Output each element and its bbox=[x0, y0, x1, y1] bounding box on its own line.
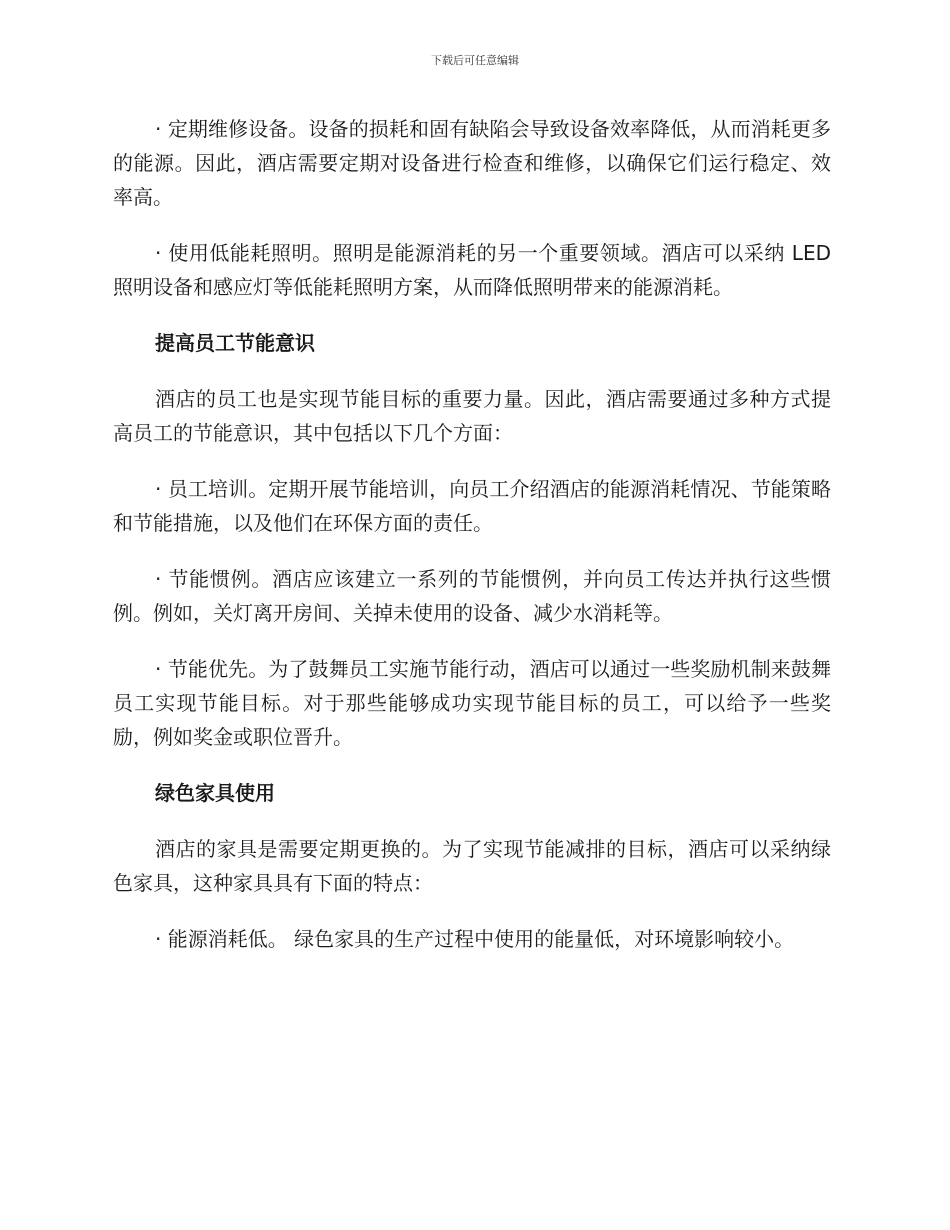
paragraph-low-energy-lighting: · 使用低能耗照明。照明是能源消耗的另一个重要领域。酒店可以采纳 LED 照明设备和感应灯等低能耗照明方案，从而降低照明带来的能源消耗。 bbox=[113, 241, 831, 299]
page-header: 下载后可任意编辑 bbox=[431, 54, 519, 67]
section-heading-green-furniture: 绿色家具使用 bbox=[155, 781, 275, 805]
paragraph-furniture-intro: 酒店的家具是需要定期更换的。为了实现节能减排的目标，酒店可以采纳绿色家具，这种家具具有下面的特点： bbox=[113, 837, 831, 895]
paragraph-gap bbox=[113, 304, 831, 326]
paragraph-energy-priority: · 节能优先。为了鼓舞员工实施节能行动，酒店可以通过一些奖励机制来鼓舞员工实现节能目标。对于那些能够成功实现节能目标的员工，可以给予一些奖励，例如奖金或职位晋升。 bbox=[113, 657, 831, 749]
paragraph-staff-intro: 酒店的员工也是实现节能目标的重要力量。因此，酒店需要通过多种方式提高员工的节能意识，其中包括以下几个方面： bbox=[113, 387, 831, 445]
paragraph-gap bbox=[113, 214, 831, 236]
paragraph-equipment-maintenance: · 定期维修设备。设备的损耗和固有缺陷会导致设备效率降低，从而消耗更多的能源。因此，酒店需要定期对设备进行检查和维修，以确保它们运行稳定、效率高。 bbox=[113, 117, 831, 209]
document-body bbox=[113, 112, 831, 956]
paragraph-gap bbox=[113, 450, 831, 472]
paragraph-staff-training: · 员工培训。定期开展节能培训，向员工介绍酒店的能源消耗情况、节能策略和节能措施，以及他们在环保方面的责任。 bbox=[113, 477, 831, 535]
section-heading-staff-awareness: 提高员工节能意识 bbox=[155, 331, 315, 355]
paragraph-gap bbox=[113, 810, 831, 832]
paragraph-gap bbox=[113, 360, 831, 382]
paragraph-low-energy-furniture: · 能源消耗低。 绿色家具的生产过程中使用的能量低，对环境影响较小。 bbox=[155, 927, 795, 951]
paragraph-gap bbox=[113, 754, 831, 776]
paragraph-energy-habits: · 节能惯例。酒店应该建立一系列的节能惯例，并向员工传达并执行这些惯例。例如，关灯离开房间、关掉未使用的设备、减少水消耗等。 bbox=[113, 567, 831, 625]
paragraph-gap bbox=[113, 540, 831, 562]
paragraph-gap bbox=[113, 630, 831, 652]
paragraph-gap bbox=[113, 900, 831, 922]
